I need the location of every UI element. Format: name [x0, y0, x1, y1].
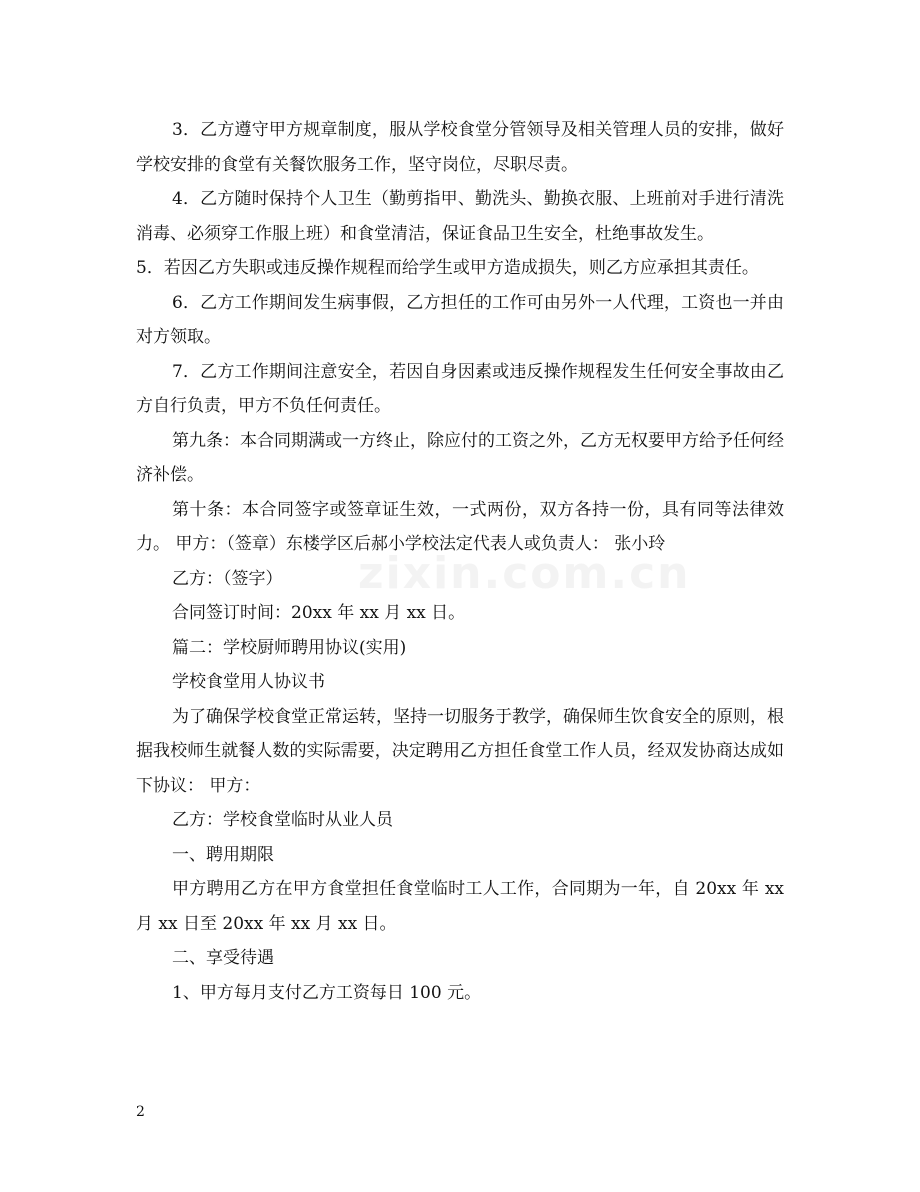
paragraph-9: 合同签订时间：20xx 年 xx 月 xx 日。 — [172, 603, 466, 623]
page-number: 2 — [136, 1104, 145, 1120]
paragraph-13: 乙方：学校食堂临时从业人员 — [172, 810, 393, 830]
paragraph-1: 3．乙方遵守甲方规章制度，服从学校食堂分管领导及相关管理人员的安排，做好学校安排的食堂有关餐饮服务工作，坚守岗位，尽职尽责。 — [136, 120, 784, 175]
watermark: zixin.com.cn — [358, 548, 691, 599]
paragraph-14: 一、聘用期限 — [172, 844, 274, 865]
paragraph-2: 4．乙方随时保持个人卫生（勤剪指甲、勤洗头、勤换衣服、上班前对手进行清洗消毒、必须穿工作服上班）和食堂清洁，保证食品卫生安全，杜绝事故发生。 — [136, 189, 784, 244]
paragraph-17: 1、甲方每月支付乙方工资每日 100 元。 — [172, 982, 482, 1003]
paragraph-5: 7．乙方工作期间注意安全，若因自身因素或违反操作规程发生任何安全事故由乙方自行负责，甲方不负任何责任。 — [136, 361, 784, 416]
paragraph-3: 5．若因乙方失职或违反操作规程而给学生或甲方造成损失，则乙方应承担其责任。 — [136, 258, 759, 278]
paragraph-4: 6．乙方工作期间发生病事假，乙方担任的工作可由另外一人代理，工资也一并由对方领取。 — [136, 292, 784, 347]
paragraph-8: 乙方：（签字） — [172, 568, 283, 589]
document-body — [136, 113, 784, 1010]
paragraph-16: 二、享受待遇 — [172, 948, 274, 968]
paragraph-10: 篇二：学校厨师聘用协议(实用) — [172, 637, 407, 658]
paragraph-11: 学校食堂用人协议书 — [172, 672, 325, 692]
paragraph-7: 第十条：本合同签字或签章证生效，一式两份，双方各持一份，具有同等法律效力。 甲方：（签章）东楼学区后郝小学校法定代表人或负责人： 张小玲 — [136, 499, 784, 554]
paragraph-12: 为了确保学校食堂正常运转，坚持一切服务于教学，确保师生饮食安全的原则，根据我校师生就餐人数的实际需要，决定聘用乙方担任食堂工作人员，经双发协商达成如下协议： 甲方： — [136, 706, 784, 796]
paragraph-6: 第九条：本合同期满或一方终止，除应付的工资之外，乙方无权要甲方给予任何经济补偿。 — [136, 430, 784, 485]
paragraph-15: 甲方聘用乙方在甲方食堂担任食堂临时工人工作，合同期为一年，自 20xx 年 xx 月 xx 日至 20xx 年 xx 月 xx 日。 — [136, 879, 784, 934]
